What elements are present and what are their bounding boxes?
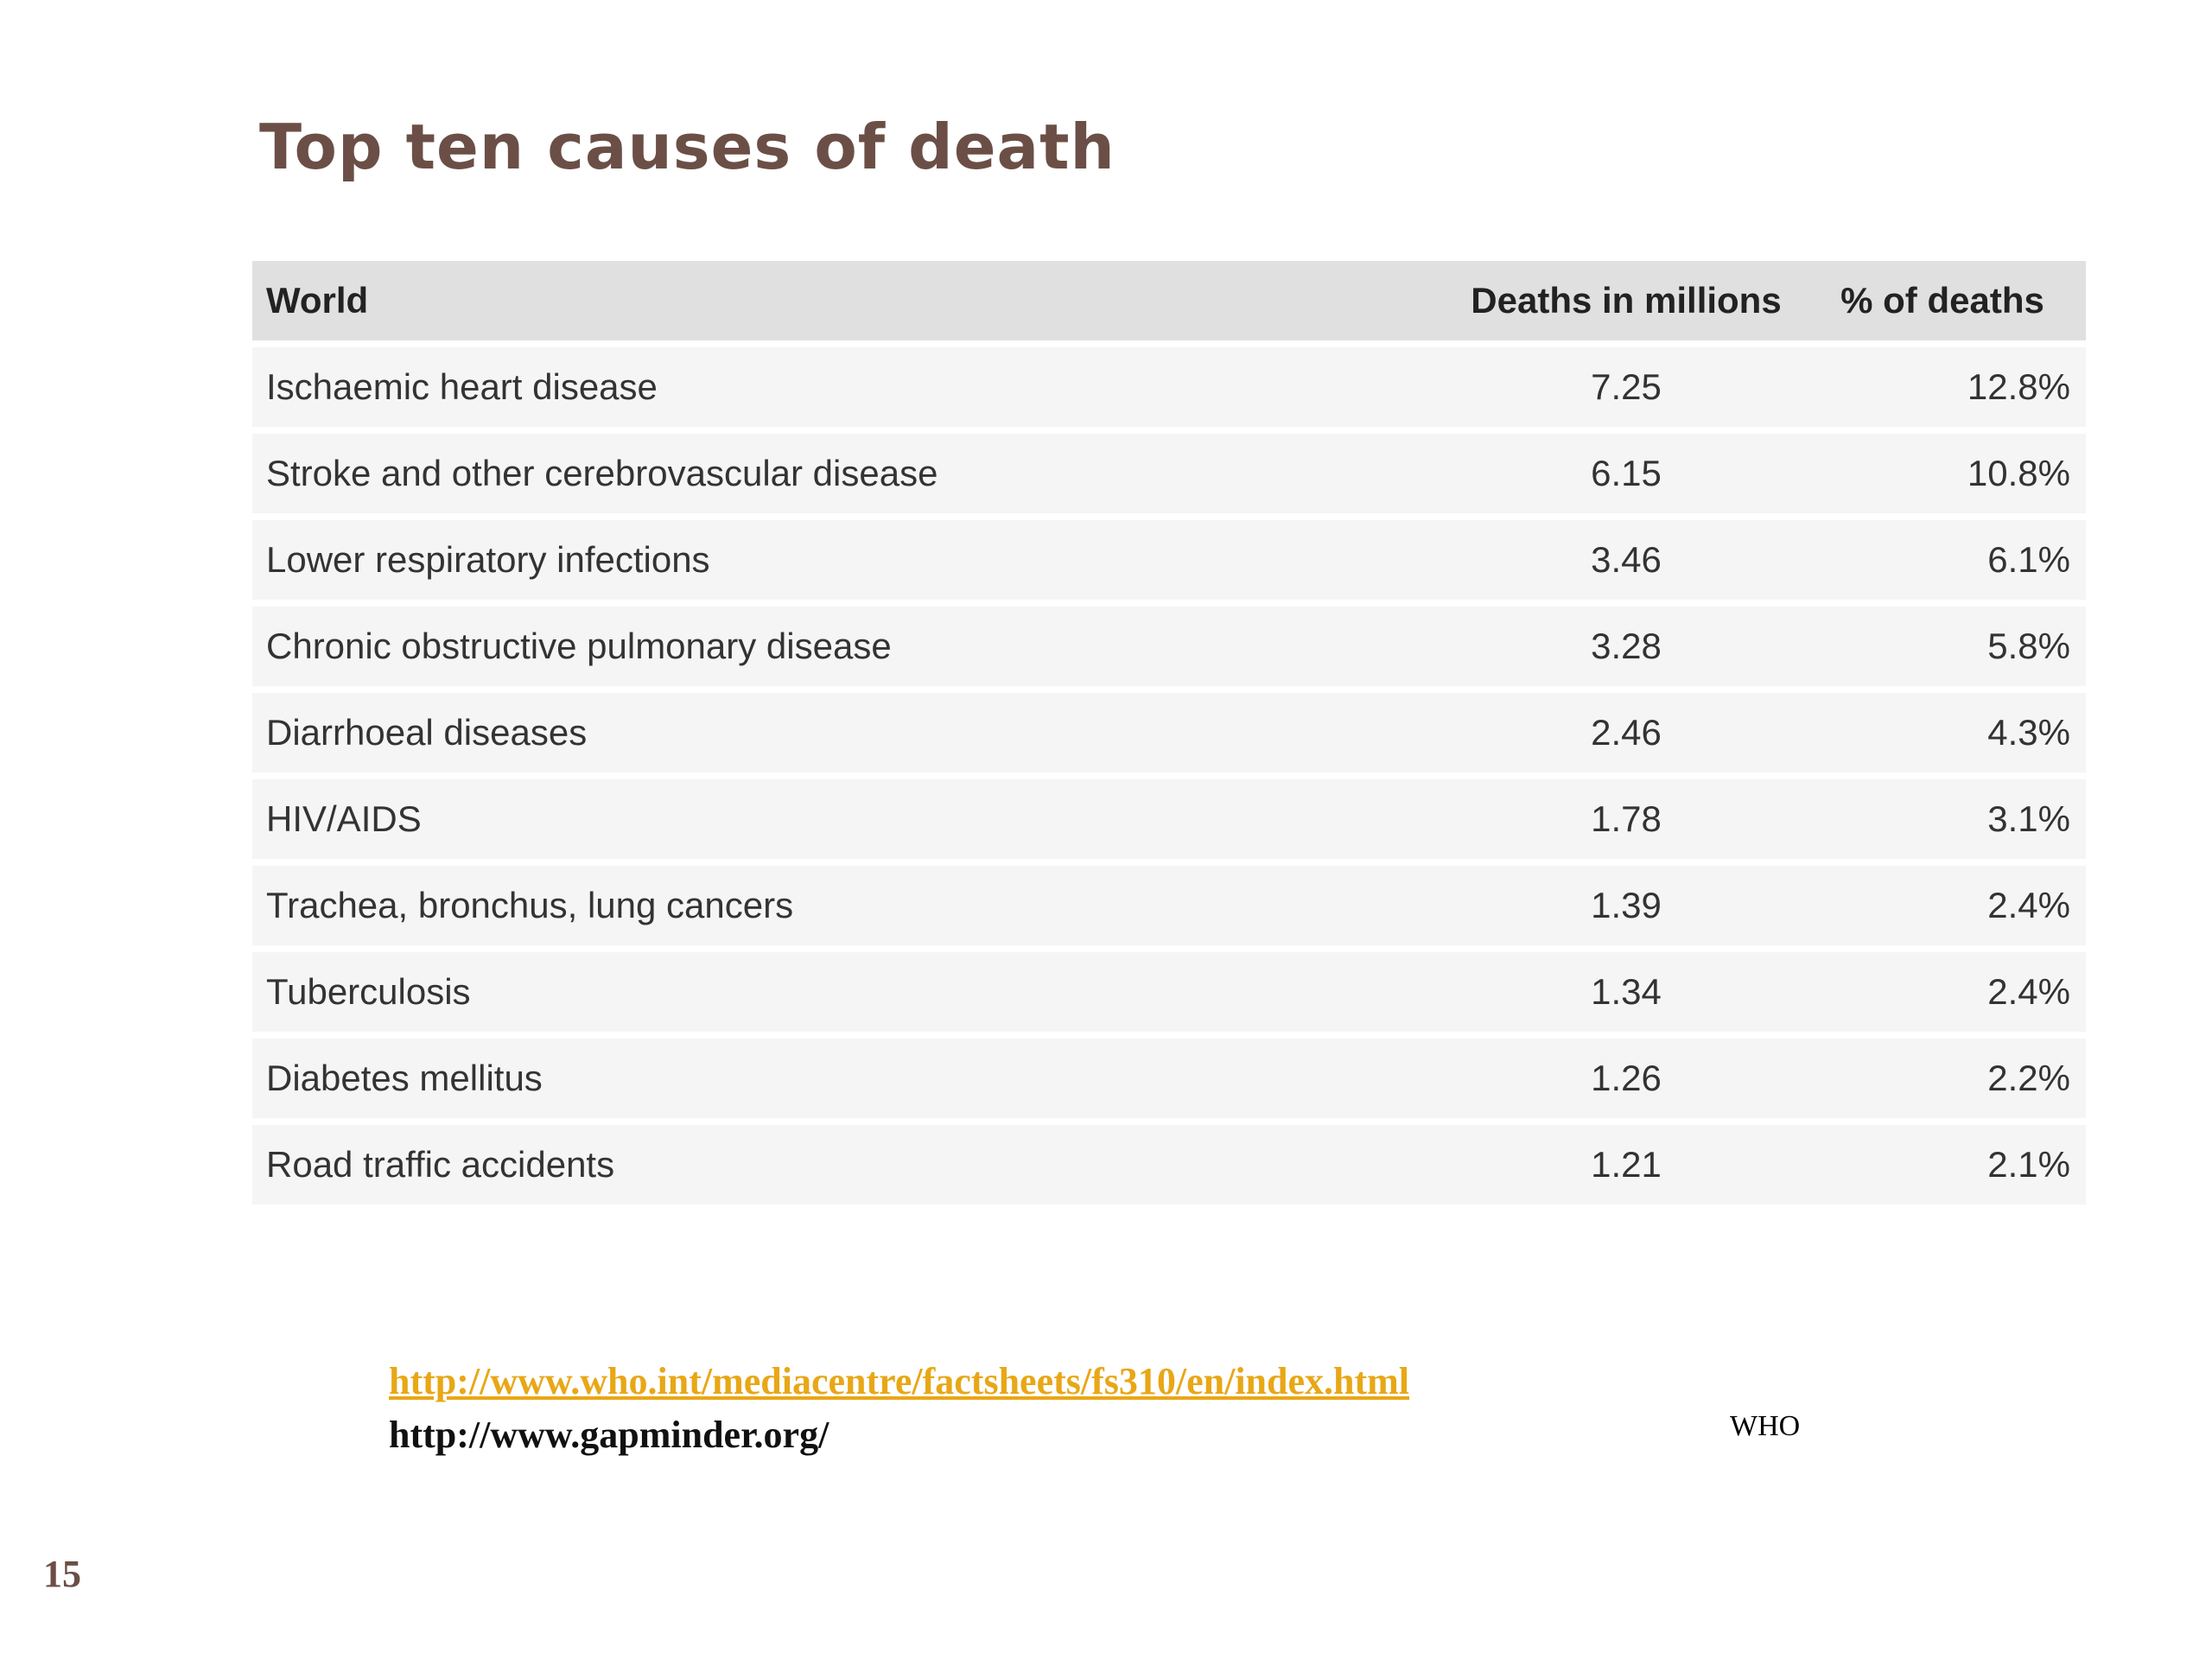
cause-cell: Road traffic accidents bbox=[266, 1144, 615, 1185]
cause-cell: Trachea, bronchus, lung cancers bbox=[266, 885, 794, 925]
causes-of-death-table bbox=[252, 261, 2086, 1211]
deaths-cell: 1.39 bbox=[1591, 885, 1662, 925]
deaths-cell: 3.46 bbox=[1591, 539, 1662, 580]
percent-cell: 4.3% bbox=[1987, 712, 2070, 753]
who-factsheet-link[interactable]: http://www.who.int/mediacentre/factsheets/fs310/en/index.html bbox=[389, 1360, 1410, 1402]
deaths-cell: 1.78 bbox=[1591, 798, 1662, 839]
percent-cell: 2.2% bbox=[1987, 1058, 2070, 1098]
page-number: 15 bbox=[43, 1553, 81, 1595]
cause-cell: Tuberculosis bbox=[266, 971, 471, 1012]
deaths-cell: 1.34 bbox=[1591, 971, 1662, 1012]
gapminder-url: http://www.gapminder.org/ bbox=[389, 1414, 830, 1456]
column-header-deaths: Deaths in millions bbox=[1471, 280, 1782, 321]
cause-cell: Diabetes mellitus bbox=[266, 1058, 543, 1098]
cause-cell: Lower respiratory infections bbox=[266, 539, 710, 580]
table-row bbox=[252, 1039, 2086, 1118]
percent-cell: 2.4% bbox=[1987, 971, 2070, 1012]
table-header-row bbox=[252, 261, 2086, 340]
table-row bbox=[252, 520, 2086, 600]
table-row bbox=[252, 1125, 2086, 1205]
column-header-world: World bbox=[266, 280, 369, 321]
cause-cell: Stroke and other cerebrovascular disease bbox=[266, 453, 938, 493]
cause-cell: Chronic obstructive pulmonary disease bbox=[266, 626, 892, 666]
percent-cell: 10.8% bbox=[1967, 453, 2070, 493]
table-row bbox=[252, 434, 2086, 513]
percent-cell: 6.1% bbox=[1987, 539, 2070, 580]
deaths-cell: 2.46 bbox=[1591, 712, 1662, 753]
reference-links bbox=[389, 1355, 1409, 1462]
table-row bbox=[252, 693, 2086, 772]
cause-cell: Diarrhoeal diseases bbox=[266, 712, 588, 753]
percent-cell: 2.1% bbox=[1987, 1144, 2070, 1185]
deaths-cell: 1.26 bbox=[1591, 1058, 1662, 1098]
page-title: Top ten causes of death bbox=[259, 111, 1116, 183]
percent-cell: 12.8% bbox=[1967, 366, 2070, 407]
cause-cell: HIV/AIDS bbox=[266, 798, 422, 839]
deaths-cell: 7.25 bbox=[1591, 366, 1662, 407]
deaths-cell: 3.28 bbox=[1591, 626, 1662, 666]
table-row bbox=[252, 779, 2086, 859]
source-label: WHO bbox=[1730, 1410, 1801, 1442]
table-row bbox=[252, 347, 2086, 427]
percent-cell: 3.1% bbox=[1987, 798, 2070, 839]
cause-cell: Ischaemic heart disease bbox=[266, 366, 658, 407]
deaths-cell: 6.15 bbox=[1591, 453, 1662, 493]
table-row bbox=[252, 607, 2086, 686]
percent-cell: 5.8% bbox=[1987, 626, 2070, 666]
column-header-percent: % of deaths bbox=[1840, 280, 2044, 321]
deaths-cell: 1.21 bbox=[1591, 1144, 1662, 1185]
table-row bbox=[252, 952, 2086, 1032]
table-row bbox=[252, 866, 2086, 945]
percent-cell: 2.4% bbox=[1987, 885, 2070, 925]
